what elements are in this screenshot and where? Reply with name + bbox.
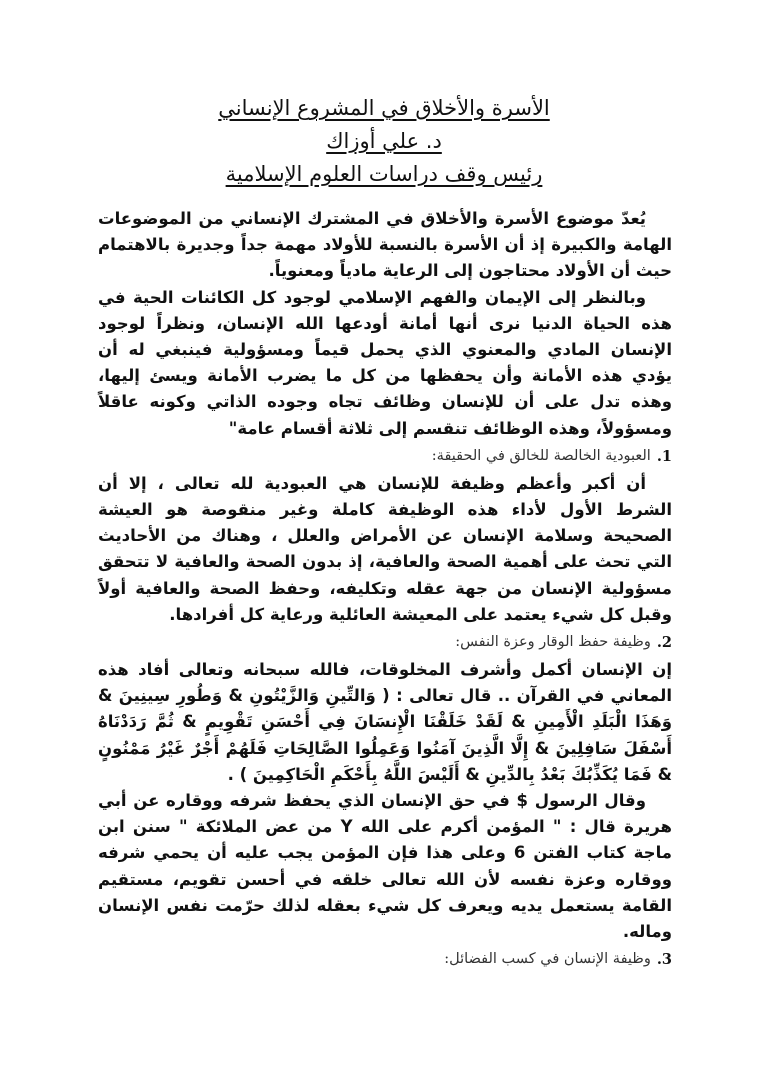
author-position: رئيس وقف دراسات العلوم الإسلامية — [225, 162, 543, 186]
section-number: 2. — [656, 634, 672, 652]
section-heading — [98, 947, 672, 972]
section-heading — [98, 630, 672, 655]
section-paragraph: وقال الرسول $ في حق الإنسان الذي يحفظ شرفه ووقاره عن أبي هريرة قال : " المؤمن أكرم على الله Y من عض الملائكة " سنن ابن ماجة كتاب الفتن 6 وعلى هذا فإن المؤمن يجب عليه أن يحمي شرفه ووقاره وعزة نفسه لأن الله تعالى خلقه في أحسن تقويم، مستقيم القامة يستعمل يديه ويعرف كل شيء بعقله لذلك حرّمت نفس الإنسان وماله. — [98, 791, 672, 942]
section-number: 3. — [656, 951, 672, 969]
author-name: د. علي أوزاك — [326, 129, 442, 153]
section-number: 1. — [656, 447, 672, 465]
section-title: وظيفة حفظ الوقار وعزة النفس: — [455, 634, 651, 651]
section-title: وظيفة الإنسان في كسب الفضائل: — [444, 951, 651, 968]
section-heading — [98, 444, 672, 469]
intro-paragraph: يُعدّ موضوع الأسرة والأخلاق في المشترك الإنساني من الموضوعات الهامة والكبيرة إذ أن الأسرة بالنسبة للأولاد مهمة جداً وجديرة بالاهتمام حيث أن الأولاد محتاجون إلى الرعاية مادياً ومعنوياً. — [98, 209, 672, 281]
section-title: العبودية الخالصة للخالق في الحقيقة: — [431, 447, 651, 464]
document-title: الأسرة والأخلاق في المشروع الإنساني — [218, 96, 550, 120]
document-header — [0, 92, 768, 191]
document-body — [98, 206, 672, 974]
section-paragraph: إن الإنسان أكمل وأشرف المخلوقات، فالله سبحانه وتعالى أفاد هذه المعاني في القرآن .. قال تعالى : ( وَالتِّينِ وَالزَّيْتُونِ & وَطُورِ سِينِينَ & وَهَذَا الْبَلَدِ الْأَمِينِ & لَقَدْ خَلَقْنَا الْإِنسَانَ فِي أَحْسَنِ تَقْوِيمٍ & ثُمَّ رَدَدْنَاهُ أَسْفَلَ سَافِلِينَ & إِلَّا الَّذِينَ آمَنُوا وَعَمِلُوا الصَّالِحَاتِ فَلَهُمْ أَجْرٌ غَيْرُ مَمْنُونٍ & فَمَا يُكَذِّبُكَ بَعْدُ بِالدِّينِ & أَلَيْسَ اللَّهُ بِأَحْكَمِ الْحَاكِمِينَ ) . — [98, 660, 672, 784]
intro-paragraph: وبالنظر إلى الإيمان والفهم الإسلامي لوجود كل الكائنات الحية في هذه الحياة الدنيا نرى أنها أمانة أودعها الله الإنسان، ونظراً لوجود الإنسان المادي والمعنوي الذي يحمل قيماً ومسؤولية فينبغي له أن يؤدي هذه الأمانة وأن يحفظها من كل ما يضرب الأمانة ويسئ إليها، وهذه تدل على أن للإنسان وظائف تجاه وجوده الذاتي وكونه عاقلاً ومسؤولاً، وهذه الوظائف تنقسم إلى ثلاثة أقسام عامة" — [98, 287, 672, 438]
section-paragraph: أن أكبر وأعظم وظيفة للإنسان هي العبودية لله تعالى ، إلا أن الشرط الأول لأداء هذه الوظيفة كاملة وغير منقوصة هو العيشة الصحيحة وسلامة الإنسان عن الأمراض والعلل ، وهناك من الأحاديث التي تحث على أهمية الصحة والعافية، إذ بدون الصحة والعافية لا تتحقق مسؤولية الإنسان من جهة عقله وتكليفه، وحفظ الصحة والعافية أولاً وقبل كل شيء يعتمد على المعيشة العائلية ورعاية كل أفرادها. — [98, 473, 672, 624]
